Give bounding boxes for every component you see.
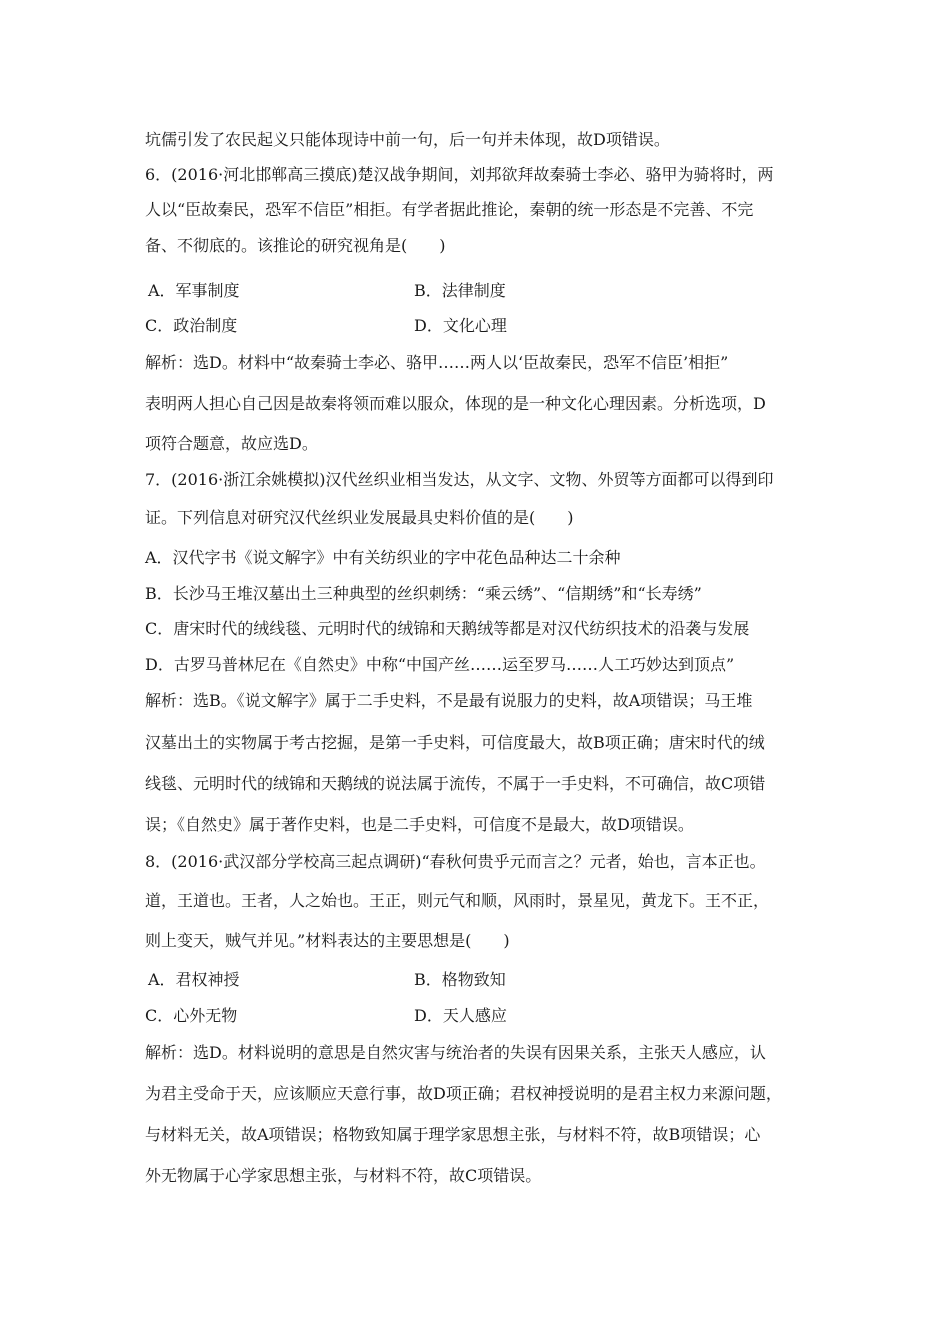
question-7-explanation: 解析：选B。《说文解字》属于二手史料，不是最有说服力的史料，故A项错误；马王堆 <box>145 691 753 710</box>
question-8-stem: 道，王道也。王者，人之始也。王正，则元气和顺，风雨时，景星见，黄龙下。王不正， <box>145 891 770 910</box>
question-6-stem: 6．(2016·河北邯郸高三摸底)楚汉战争期间，刘邦欲拜故秦骑士李必、骆甲为骑将时，两 <box>145 165 774 184</box>
question-7-option-d: D．古罗马普林尼在《自然史》中称“中国产丝……运至罗马……人工巧妙达到顶点” <box>145 655 735 674</box>
question-7-stem: 证。下列信息对研究汉代丝织业发展最具史料价值的是( ) <box>145 508 574 527</box>
question-7-option-a: A．汉代字书《说文解字》中有关纺织业的字中花色品种达二十余种 <box>145 548 621 567</box>
question-6-explanation: 表明两人担心自己因是故秦将领而难以服众，体现的是一种文化心理因素。分析选项，D <box>145 394 766 413</box>
question-7-stem: 7．(2016·浙江余姚模拟)汉代丝织业相当发达，从文字、文物、外贸等方面都可以得到印 <box>145 470 774 489</box>
question-8-explanation: 与材料无关，故A项错误；格物致知属于理学家思想主张，与材料不符，故B项错误；心 <box>145 1125 761 1144</box>
paragraph-line: 坑儒引发了农民起义只能体现诗中前一句，后一句并未体现，故D项错误。 <box>145 130 670 149</box>
question-6-explanation: 解析：选D。材料中“故秦骑士李必、骆甲……两人以‘臣故秦民，恐军不信臣’相拒” <box>145 353 729 372</box>
question-8-explanation: 为君主受命于天，应该顺应天意行事，故D项正确；君权神授说明的是君主权力来源问题， <box>145 1084 782 1103</box>
question-6-explanation: 项符合题意，故应选D。 <box>145 434 318 453</box>
question-7-explanation: 汉墓出土的实物属于考古挖掘，是第一手史料，可信度最大，故B项正确；唐宋时代的绒 <box>145 733 765 752</box>
question-8-option-b: B．格物致知 <box>414 970 506 989</box>
question-8-option-d: D．天人感应 <box>414 1006 507 1025</box>
question-6-option-d: D．文化心理 <box>414 316 507 335</box>
question-6-option-a: A．军事制度 <box>148 281 240 300</box>
question-7-option-b: B．长沙马王堆汉墓出土三种典型的丝织刺绣：“乘云绣”、“信期绣”和“长寿绣” <box>145 584 702 603</box>
question-7-explanation: 误；《自然史》属于著作史料，也是二手史料，可信度不是最大，故D项错误。 <box>145 815 694 834</box>
question-8-stem: 则上变天，贼气并见。”材料表达的主要思想是( ) <box>145 931 510 950</box>
question-7-explanation: 线毯、元明时代的绒锦和天鹅绒的说法属于流传，不属于一手史料，不可确信，故C项错 <box>145 774 766 793</box>
question-8-explanation: 解析：选D。材料说明的意思是自然灾害与统治者的失误有因果关系，主张天人感应，认 <box>145 1043 766 1062</box>
question-6-stem: 人以“臣故秦民，恐军不信臣”相拒。有学者据此推论，秦朝的统一形态是不完善、不完 <box>145 200 754 219</box>
question-7-option-c: C．唐宋时代的绒线毯、元明时代的绒锦和天鹅绒等都是对汉代纺织技术的沿袭与发展 <box>145 619 750 638</box>
question-6-option-b: B．法律制度 <box>414 281 506 300</box>
question-8-option-c: C．心外无物 <box>145 1006 238 1025</box>
question-8-explanation: 外无物属于心学家思想主张，与材料不符，故C项错误。 <box>145 1166 542 1185</box>
question-8-stem: 8．(2016·武汉部分学校高三起点调研)“春秋何贵乎元而言之？元者，始也，言本正也。 <box>145 852 766 871</box>
question-8-option-a: A．君权神授 <box>148 970 240 989</box>
question-6-stem: 备、不彻底的。该推论的研究视角是( ) <box>145 236 446 255</box>
question-6-option-c: C．政治制度 <box>145 316 238 335</box>
